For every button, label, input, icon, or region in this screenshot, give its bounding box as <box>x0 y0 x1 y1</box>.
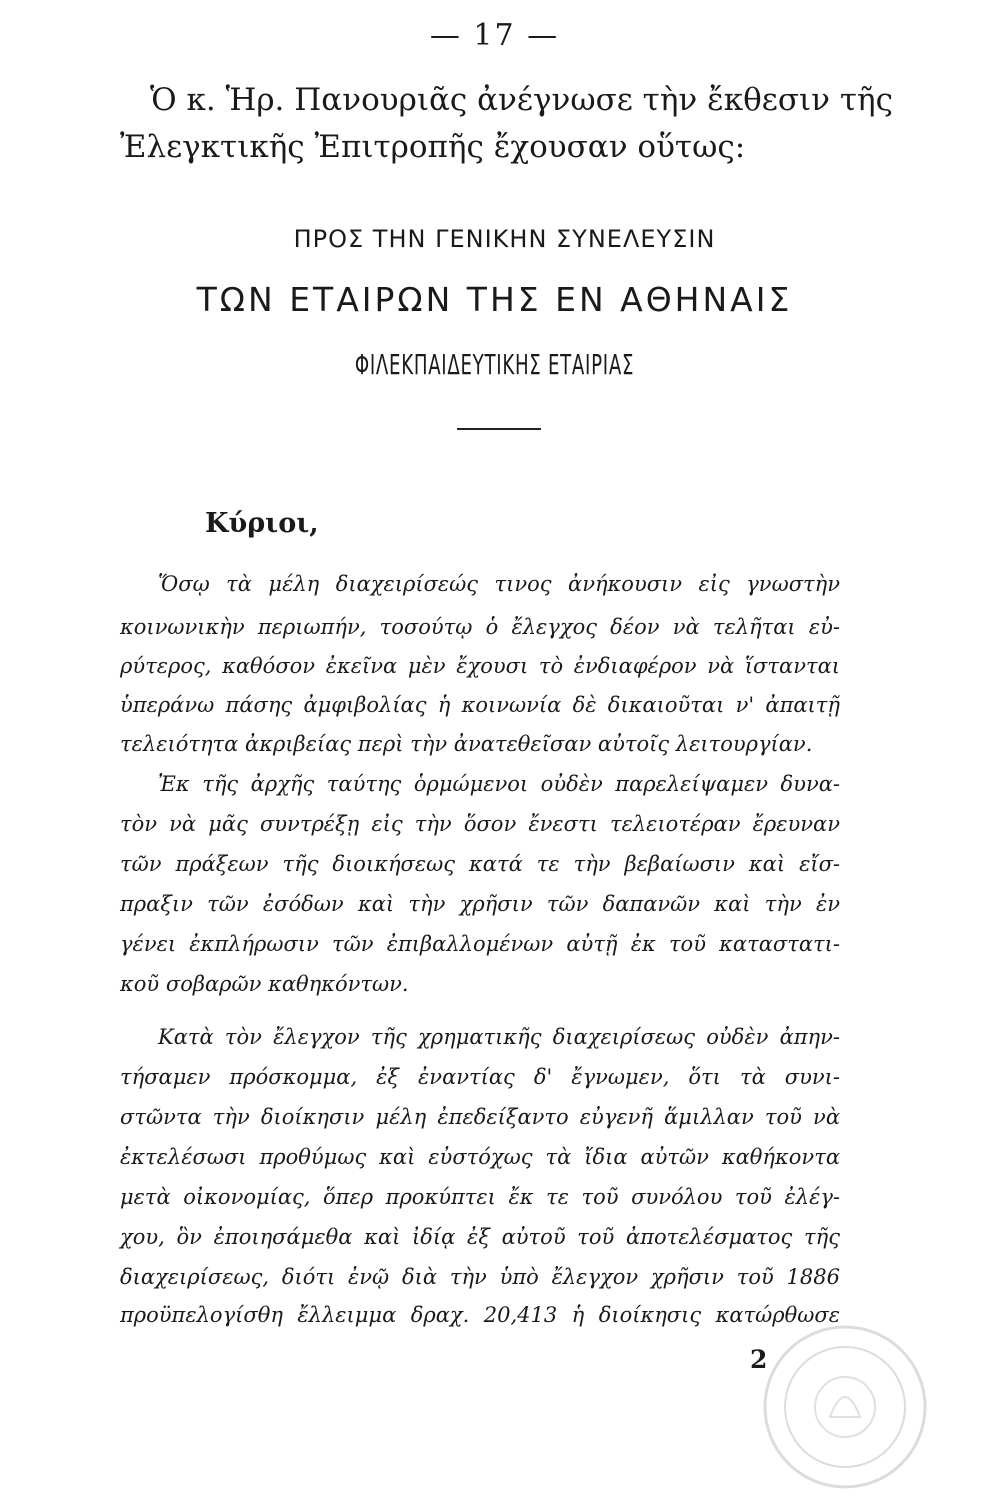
body-line: Ὅσῳ τὰ μέλη διαχειρίσεώς τινος ἀνήκουσιν εἰς γνωστὴν <box>158 572 840 596</box>
body-line: ρύτερος, καθόσον ἐκεῖνα μὲν ἔχουσι τὸ ἐνδιαφέρον νὰ ἵστανται <box>120 654 840 678</box>
body-line: μετὰ οἰκονομίας, ὅπερ προκύπτει ἔκ τε τοῦ συνόλου τοῦ ἐλέγ- <box>120 1185 840 1209</box>
body-line: ὑπεράνω πάσης ἀμφιβολίας ἡ κοινωνία δὲ δικαιοῦται ν' ἀπαιτῇ <box>120 693 840 717</box>
body-line: τὸν νὰ μᾶς συντρέξῃ εἰς τὴν ὅσον ἔνεστι τελειοτέραν ἔρευναν <box>120 812 840 836</box>
heading-line-3: ΦΙΛΕΚΠΑΙΔΕΥΤΙΚΗΣ ΕΤΑΙΡΙΑΣ <box>354 348 635 381</box>
intro-line-1: Ὁ κ. Ἡρ. Πανουριᾶς ἀνέγνωσε τὴν ἔκθεσιν τῆς <box>150 82 893 118</box>
body-line: στῶντα τὴν διοίκησιν μέλη ἐπεδείξαντο εὐγενῆ ἅμιλλαν τοῦ νὰ <box>120 1105 840 1129</box>
page-number: — 17 — <box>429 18 560 53</box>
body-line: κοῦ σοβαρῶν καθηκόντων. <box>120 972 409 996</box>
body-line: ἐκτελέσωσι προθύμως καὶ εὐστόχως τὰ ἴδια αὐτῶν καθήκοντα <box>120 1145 840 1169</box>
body-line: γένει ἐκπλήρωσιν τῶν ἐπιβαλλομένων αὐτῇ ἐκ τοῦ καταστατι- <box>120 932 840 956</box>
salutation: Κύριοι, <box>205 508 319 539</box>
body-line: Κατὰ τὸν ἔλεγχον τῆς χρηματικῆς διαχειρίσεως οὐδὲν ἀπην- <box>158 1025 840 1049</box>
body-line: πραξιν τῶν ἐσόδων καὶ τὴν χρῆσιν τῶν δαπανῶν καὶ τὴν ἐν <box>120 892 840 916</box>
body-line: Ἐκ τῆς ἀρχῆς ταύτης ὁρμώμενοι οὐδὲν παρελείψαμεν δυνα- <box>158 772 840 796</box>
body-line: διαχειρίσεως, διότι ἐνῷ διὰ τὴν ὑπὸ ἔλεγχον χρῆσιν τοῦ 1886 <box>120 1265 840 1289</box>
body-line: προϋπελογίσθη ἔλλειμμα δραχ. 20,413 ἡ διοίκησις κατώρθωσε <box>120 1303 840 1327</box>
body-line: τήσαμεν πρόσκομμα, ἐξ ἐναντίας δ' ἔγνωμεν, ὅτι τὰ συνι- <box>120 1065 840 1089</box>
heading-line-1: ΠΡΟΣ ΤΗΝ ΓΕΝΙΚΗΝ ΣΥΝΕΛΕΥΣΙΝ <box>293 225 716 253</box>
body-line: τῶν πράξεων τῆς διοικήσεως κατά τε τὴν βεβαίωσιν καὶ εἴσ- <box>120 852 840 876</box>
separator-rule <box>457 428 541 430</box>
heading-line-2: ΤΩΝ ΕΤΑΙΡΩΝ ΤΗΣ ΕΝ ΑΘΗΝΑΙΣ <box>196 280 793 319</box>
body-line: χου, ὃν ἐποιησάμεθα καὶ ἰδίᾳ ἐξ αὐτοῦ τοῦ ἀποτελέσματος τῆς <box>120 1225 840 1249</box>
library-seal-icon <box>760 1322 930 1492</box>
intro-line-2: Ἐλεγκτικῆς Ἐπιτροπῆς ἔχουσαν οὕτως: <box>120 129 746 165</box>
body-line: τελειότητα ἀκριβείας περὶ τὴν ἀνατεθεῖσαν αὐτοῖς λειτουργίαν. <box>120 732 813 756</box>
signature-mark: 2 <box>750 1345 768 1374</box>
body-line: κοινωνικὴν περιωπήν, τοσούτῳ ὁ ἔλεγχος δέον νὰ τελῆται εὐ- <box>120 615 840 639</box>
